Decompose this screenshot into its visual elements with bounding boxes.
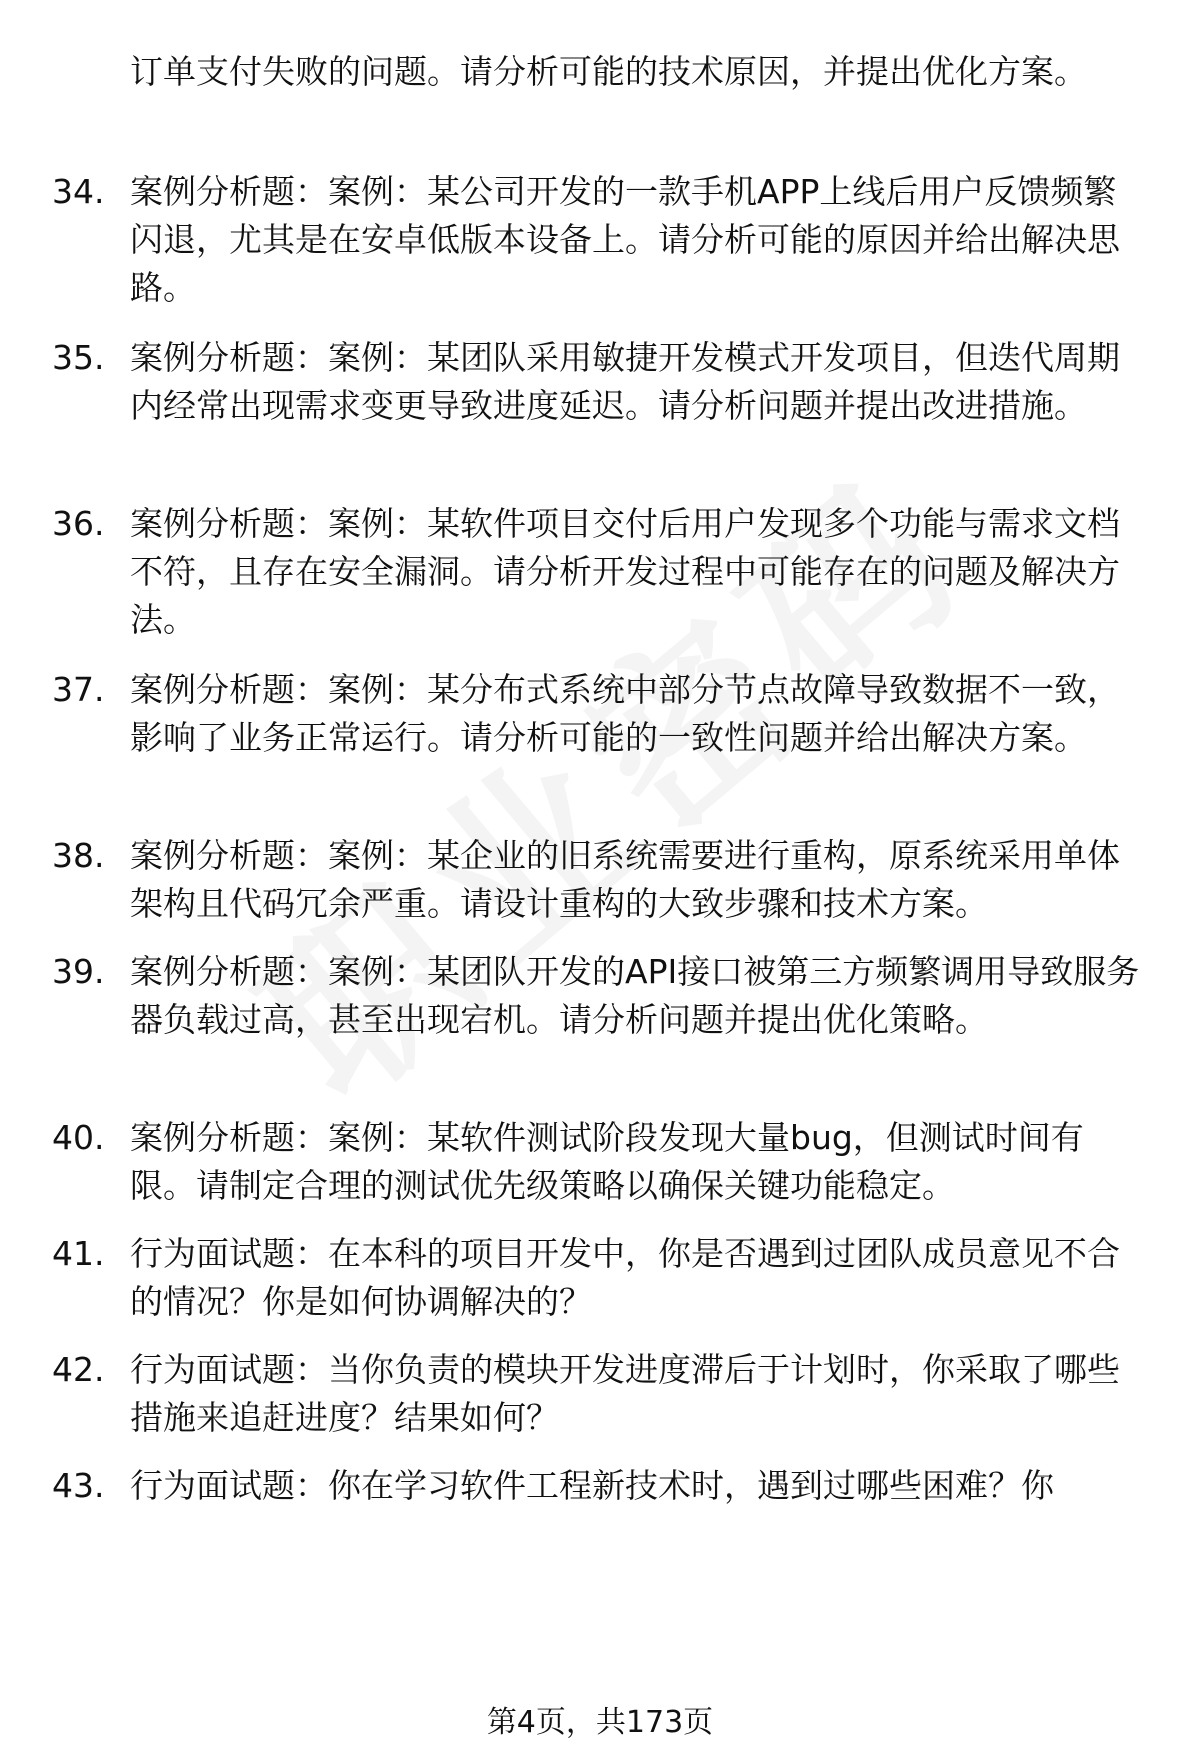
list-item [52,1114,1142,1210]
list-item [52,500,1142,644]
question-text: 行为面试题：在本科的项目开发中，你是否遇到过团队成员意见不合的情况？你是如何协调解决的？ [130,1234,1120,1321]
question-number: 43. [52,1466,105,1505]
question-text: 行为面试题：你在学习软件工程新技术时，遇到过哪些困难？你 [130,1466,1054,1505]
question-text: 案例分析题：案例：某分布式系统中部分节点故障导致数据不一致，影响了业务正常运行。请分析可能的一致性问题并给出解决方案。 [130,670,1120,757]
list-item [52,168,1142,312]
question-number: 38. [52,836,105,875]
question-number: 36. [52,504,105,543]
question-number: 37. [52,670,105,709]
continuation-text: 订单支付失败的问题。请分析可能的技术原因，并提出优化方案。 [130,52,1087,91]
question-number: 34. [52,172,105,211]
question-text: 案例分析题：案例：某团队开发的API接口被第三方频繁调用导致服务器负载过高，甚至出现宕机。请分析问题并提出优化策略。 [130,952,1140,1039]
list-item [52,1462,1142,1510]
question-text: 案例分析题：案例：某团队采用敏捷开发模式开发项目，但迭代周期内经常出现需求变更导致进度延迟。请分析问题并提出改进措施。 [130,338,1120,425]
question-text: 案例分析题：案例：某软件项目交付后用户发现多个功能与需求文档不符，且存在安全漏洞。请分析开发过程中可能存在的问题及解决方法。 [130,504,1120,639]
question-text: 案例分析题：案例：某企业的旧系统需要进行重构，原系统采用单体架构且代码冗余严重。请设计重构的大致步骤和技术方案。 [130,836,1120,923]
question-text: 案例分析题：案例：某公司开发的一款手机APP上线后用户反馈频繁闪退，尤其是在安卓低版本设备上。请分析可能的原因并给出解决思路。 [130,172,1120,307]
question-number: 35. [52,338,105,377]
question-number: 39. [52,952,105,991]
question-number: 42. [52,1350,105,1389]
page-footer: 第4页，共173页 [486,1705,714,1740]
question-number: 40. [52,1118,105,1157]
question-text: 行为面试题：当你负责的模块开发进度滞后于计划时，你采取了哪些措施来追赶进度？结果如何？ [130,1350,1120,1437]
list-item [52,1230,1142,1326]
list-item [52,666,1142,762]
question-number: 41. [52,1234,105,1273]
question-text: 案例分析题：案例：某软件测试阶段发现大量bug，但测试时间有限。请制定合理的测试优先级策略以确保关键功能稳定。 [130,1118,1084,1205]
list-item [52,948,1142,1044]
list-item [52,1346,1142,1442]
list-item [52,334,1142,430]
list-item [52,832,1142,928]
